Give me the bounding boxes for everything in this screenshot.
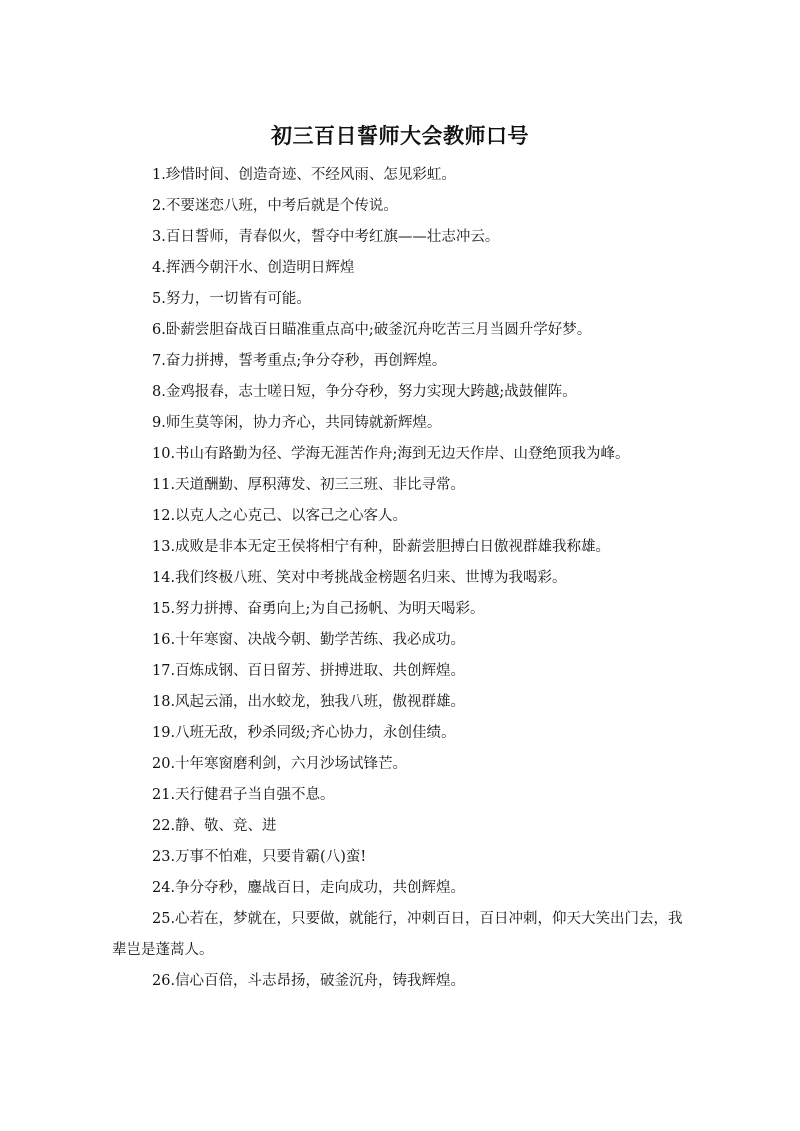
list-item: 20.十年寒窗磨利剑，六月沙场试锋芒。 [152, 756, 408, 772]
list-item: 4.挥洒今朝汗水、创造明日辉煌 [152, 260, 355, 276]
list-item: 25.心若在，梦就在，只要做，就能行，冲刺百日，百日冲刺，仰天大笑出门去，我辈岂是蓬蒿人。 [112, 911, 683, 958]
list-item: 19.八班无敌，秒杀同级;齐心协力，永创佳绩。 [152, 725, 456, 741]
list-item: 7.奋力拼搏，誓考重点;争分夺秒，再创辉煌。 [152, 353, 447, 369]
list-item: 17.百炼成钢、百日留芳、拼搏进取、共创辉煌。 [152, 663, 466, 679]
list-item: 22.静、敬、竞、进 [152, 818, 277, 834]
list-item: 13.成败是非本无定王侯将相宁有种，卧薪尝胆搏白日傲视群雄我称雄。 [152, 539, 611, 555]
list-item: 21.天行健君子当自强不息。 [152, 787, 335, 803]
list-item: 3.百日誓师，青春似火，誓夺中考红旗——壮志冲云。 [152, 229, 500, 245]
list-item: 5.努力，一切皆有可能。 [152, 291, 311, 307]
list-item: 11.天道酬勤、厚积薄发、初三三班、非比寻常。 [152, 477, 466, 493]
list-item: 16.十年寒窗、决战今朝、勤学苦练、我必成功。 [152, 632, 466, 648]
list-item: 12.以克人之心克己、以客己之心客人。 [152, 508, 408, 524]
list-item: 6.卧薪尝胆奋战百日瞄准重点高中;破釜沉舟吃苦三月当圆升学好梦。 [152, 322, 592, 338]
list-item: 23.万事不怕难，只要肯霸(八)蛮! [152, 849, 367, 865]
list-item: 8.金鸡报春，志士嗟日短，争分夺秒，努力实现大跨越;战鼓催阵。 [152, 384, 577, 400]
list-item: 2.不要迷恋八班，中考后就是个传说。 [152, 198, 398, 214]
list-item: 26.信心百倍，斗志昂扬，破釜沉舟，铸我辉煌。 [152, 973, 466, 989]
document-title: 初三百日誓师大会教师口号 [271, 124, 529, 148]
list-item: 9.师生莫等闲，协力齐心，共同铸就新辉煌。 [152, 415, 442, 431]
list-item: 24.争分夺秒，鏖战百日，走向成功，共创辉煌。 [152, 880, 466, 896]
list-item: 1.珍惜时间、创造奇迹、不经风雨、怎见彩虹。 [152, 167, 456, 183]
list-item: 10.书山有路勤为径、学海无涯苦作舟;海到无边天作岸、山登绝顶我为峰。 [152, 446, 630, 462]
list-item: 18.风起云涌，出水蛟龙，独我八班，傲视群雄。 [152, 694, 466, 710]
slogan-list [112, 160, 692, 997]
list-item: 15.努力拼搏、奋勇向上;为自己扬帆、为明天喝彩。 [152, 601, 485, 617]
list-item: 14.我们终极八班、笑对中考挑战金榜题名归来、世博为我喝彩。 [152, 570, 567, 586]
